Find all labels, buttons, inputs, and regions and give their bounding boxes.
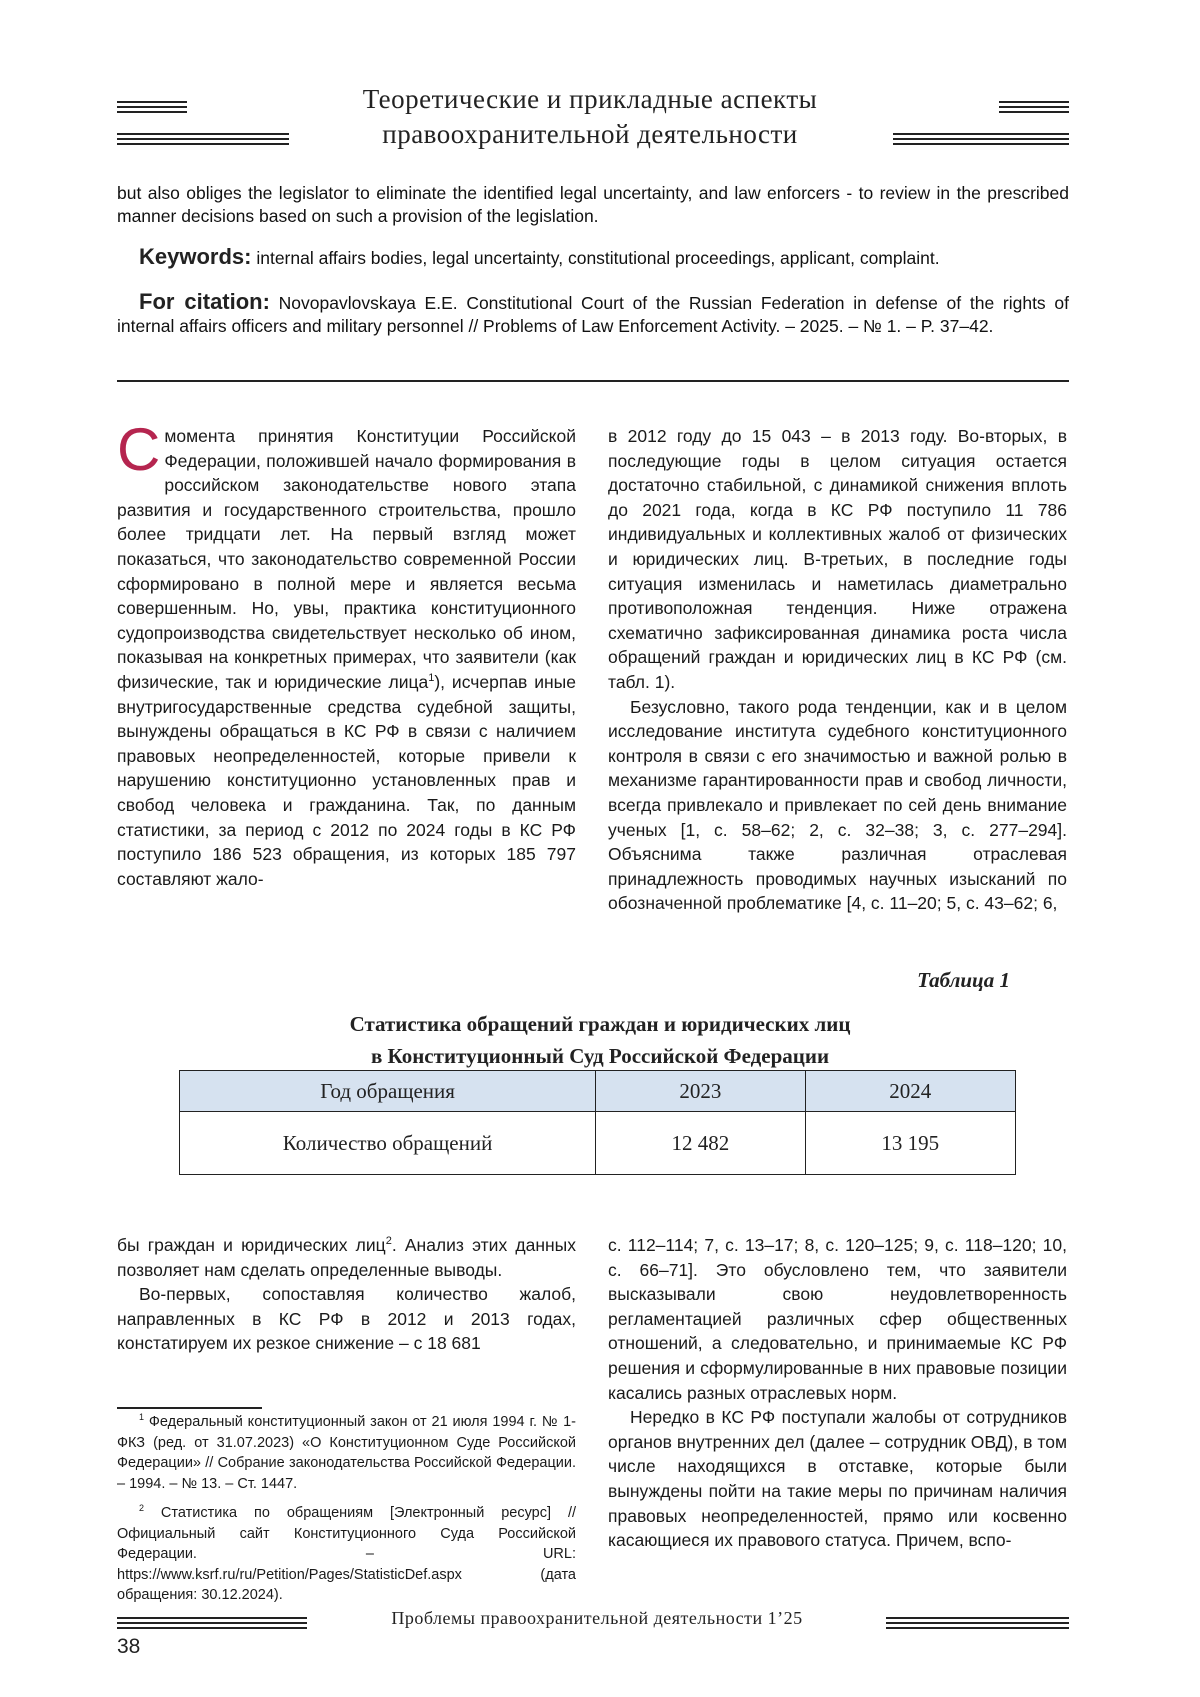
paragraph-text: . Анализ этих данных позволяет нам сделать определенные выводы.: [117, 1235, 576, 1280]
paragraph: [117, 416, 576, 891]
footer-rule-right: [886, 1617, 1069, 1632]
footnote-2: [117, 1503, 576, 1606]
abstract-continuation: but also obliges the legislator to eliminate the identified legal uncertainty, and law enforcers - to review in the prescribed manner decisions based on such a provision of the legislation.: [117, 183, 1069, 226]
citation-text: Novopavlovskaya E.E. Constitutional Court of the Russian Federation in defense of the rights of internal affairs officers and military personnel // Problems of Law Enforcement Activity. – 2025. – № 1. – P. 37–42.: [117, 293, 1069, 336]
running-header: [290, 82, 890, 152]
page-number: 38: [117, 1635, 141, 1658]
footnote-text: Федеральный конституционный закон от 21 июля 1994 г. № 1-ФКЗ (ред. от 31.07.2023) «О Конституционном Суде Российской Федерации» // Собрание законодательства Российской Федерации. – 1994. – № 13. – Ст. 1447.: [117, 1414, 576, 1492]
table-header-cell: 2024: [805, 1071, 1015, 1112]
footnote-number: 1: [139, 1412, 145, 1423]
footer-rule-left: [117, 1617, 307, 1632]
header-rule-right-bottom: [893, 133, 1069, 148]
paragraph: Безусловно, такого рода тенденции, как и в целом исследование института судебного конституционного контроля в связи с его значимостью и важной ролью в механизме гарантированности прав и свобод личности, всегда привлекало и привлекает по сей день внимание ученых [1, с. 58–62; 2, с. 32–38; 3, с. 277–294]. Объяснима также различная отраслевая принадлежность проводимых научных изысканий по обозначенной проблематике [4, с. 11–20; 5, с. 43–62; 6,: [608, 696, 1067, 914]
table-caption-line2: в Конституционный Суд Российской Федерации: [370, 1044, 830, 1068]
header-rule-left-top: [117, 101, 187, 116]
footnote-ref[interactable]: 2: [385, 1235, 392, 1248]
table-cell: 12 482: [596, 1112, 805, 1175]
paragraph-text: бы граждан и юридических лиц: [117, 1235, 386, 1255]
table-header-row: [180, 1071, 1016, 1112]
body-column-right-lower: [608, 1233, 1067, 1553]
table-caption: [180, 1008, 1020, 1072]
body-column-right-upper: [608, 424, 1067, 916]
footer-journal-name: Проблемы правоохранительной деятельности 1’25: [391, 1608, 803, 1628]
running-header-line2: правоохранительной деятельности: [382, 119, 798, 149]
body-column-left-lower: [117, 1233, 576, 1356]
footnote-text[interactable]: Статистика по обращениям [Электронный ресурс] // Официальный сайт Конституционного Суда Российской Федерации. – URL: https://www.ksrf.ru/ru/Petition/Pages/StatisticDef.aspx (дата обращения: 30.12.2024).: [117, 1505, 576, 1603]
paragraph-text: ), исчерпав иные внутригосударственные средства судебной защиты, вынуждены обращаться в КС РФ в связи с наличием правовых неопределенностей, которые привели к нарушению конституционно установленных прав и свобод человека и гражданина. Так, по данным статистики, за период с 2012 по 2024 годы в КС РФ поступило 186 523 обращения, из которых 185 797 составляют жало-: [117, 671, 576, 889]
table-header-cell: 2023: [596, 1071, 805, 1112]
drop-cap: С: [117, 416, 161, 483]
table-header-cell: Год обращения: [180, 1071, 596, 1112]
table-label: Таблица 1: [917, 968, 1010, 992]
footnote-rule: [117, 1407, 262, 1409]
statistics-table: [179, 1070, 1016, 1175]
section-divider: [117, 380, 1069, 382]
keywords-text: internal affairs bodies, legal uncertainty, constitutional proceedings, applicant, complaint.: [251, 248, 940, 268]
table-row: [180, 1112, 1016, 1175]
footnote-1: [117, 1412, 576, 1494]
footnote-number: 2: [139, 1503, 145, 1514]
footnote-ref[interactable]: 1: [428, 672, 435, 685]
paragraph: Во-первых, сопоставляя количество жалоб, направленных в КС РФ в 2012 и 2013 годах, констатируем их резкое снижение – с 18 681: [117, 1284, 576, 1354]
table-caption-line1: Статистика обращений граждан и юридических лиц: [349, 1012, 851, 1036]
table-cell: 13 195: [805, 1112, 1015, 1175]
keywords: [117, 246, 1069, 270]
paragraph: Нередко в КС РФ поступали жалобы от сотрудников органов внутренних дел (далее – сотрудник ОВД), в том числе находящихся в отставке, которые были вынуждены пойти на такие меры по причинам наличия правовых неопределенностей, прямо или косвенно касающиеся их правового статуса. Причем, вспо-: [608, 1407, 1067, 1551]
header-rule-left-bottom: [117, 133, 289, 148]
paragraph: в 2012 году до 15 043 – в 2013 году. Во-вторых, в последующие годы в целом ситуация остается достаточно стабильной, с динамикой снижения вплоть до 2021 года, когда в КС РФ поступило 11 786 индивидуальных и коллективных жалоб от физических и юридических лиц. В-третьих, в последние годы ситуация изменилась и наметилась диаметрально противоположная тенденция. Ниже отражена схематично зафиксированная динамика роста числа обращений граждан и юридических лиц в КС РФ (см. табл. 1).: [608, 426, 1067, 692]
paragraph: [117, 1233, 576, 1282]
citation: [117, 291, 1069, 337]
paragraph-text: момента принятия Конституции Российской Федерации, положившей начало формирования в российском законодательстве нового этапа развития и государственного строительства, прошло более тридцати лет. На первый взгляд может показаться, что законодательство современной России сформировано в полной мере и является весьма совершенным. Но, увы, практика конституционного судопроизводства свидетельствует несколько об ином, показывая на конкретных примерах, что заявители (как физические, так и юридические лица: [117, 426, 576, 692]
running-header-line1: Теоретические и прикладные аспекты: [362, 84, 818, 114]
keywords-label: Keywords:: [139, 244, 252, 269]
header-rule-right-top: [999, 101, 1069, 116]
table-cell: Количество обращений: [180, 1112, 596, 1175]
body-column-left-upper: [117, 416, 576, 891]
citation-label: For citation:: [139, 289, 270, 314]
paragraph: с. 112–114; 7, с. 13–17; 8, с. 120–125; 9, с. 118–120; 10, с. 66–71]. Это обусловлено тем, что заявители высказывали свою неудовлетворенность регламентацией различных сфер общественных отношений, а следовательно, и принимаемые КС РФ решения и сформулированные в них правовые позиции касались разных отраслевых норм.: [608, 1235, 1067, 1403]
